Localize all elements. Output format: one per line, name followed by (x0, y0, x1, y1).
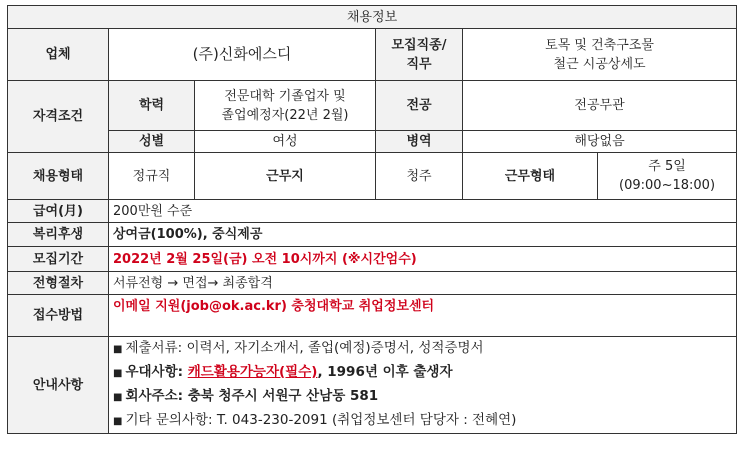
notice-item-text: 우대사항: (125, 364, 188, 380)
employment-type-value: 정규직 (109, 153, 195, 200)
square-bullet-icon: ■ (113, 392, 123, 403)
major-value: 전공무관 (463, 81, 737, 131)
job-field-value (463, 29, 737, 81)
notice-label: 안내사항 (8, 337, 109, 434)
major-label: 전공 (376, 81, 463, 131)
square-bullet-icon: ■ (113, 344, 123, 355)
notice-item-text: 회사주소: 충북 청주시 서원구 산남동 581 (125, 388, 379, 404)
salary-label: 급여(月) (8, 200, 109, 223)
job-field-label-line1: 모집직종/ (391, 37, 447, 53)
period-value: 2022년 2월 25일(금) 오전 10시까지 (※시간엄수) (109, 247, 737, 272)
job-field-label-line2: 직무 (406, 56, 432, 72)
work-type-label: 근무형태 (463, 153, 598, 200)
education-value-line1: 전문대학 기졸업자 및 (224, 88, 346, 104)
apply-label: 접수방법 (8, 295, 109, 337)
notice-item-text: 기타 문의사항: T. 043-230-2091 (취업정보센터 담당자 : 전혜연) (125, 412, 517, 428)
process-value: 서류전형 → 면접→ 최종합격 (109, 272, 737, 295)
work-location-label: 근무지 (195, 153, 376, 200)
job-field-label (376, 29, 463, 81)
notice-item-documents (113, 337, 732, 361)
notice-item-address (113, 385, 732, 409)
employment-label: 채용형태 (8, 153, 109, 200)
education-value-line2: 졸업예정자(22년 2월) (221, 107, 349, 123)
work-type-value-line2: (09:00~18:00) (619, 178, 716, 193)
period-label: 모집기간 (8, 247, 109, 272)
education-value (195, 81, 376, 131)
notice-item-contact (113, 409, 732, 433)
military-label: 병역 (376, 131, 463, 153)
notice-list (113, 337, 732, 433)
square-bullet-icon: ■ (113, 368, 123, 379)
salary-value: 200만원 수준 (109, 200, 737, 223)
qualification-label: 자격조건 (8, 81, 109, 153)
notice-item-preference (113, 361, 732, 385)
work-type-value (598, 153, 737, 200)
welfare-label: 복리후생 (8, 223, 109, 247)
notice-item-text: 제출서류: 이력서, 자기소개서, 졸업(예정)증명서, 성적증명서 (125, 340, 484, 356)
gender-label: 성별 (109, 131, 195, 153)
job-field-value-line2: 철근 시공상세도 (553, 56, 646, 72)
notice-item-suffix: , 1996년 이후 출생자 (317, 364, 453, 380)
process-label: 전형절차 (8, 272, 109, 295)
company-label: 업체 (8, 29, 109, 81)
job-info-table-wrapper (7, 5, 736, 438)
work-location-value: 청주 (376, 153, 463, 200)
company-name: (주)신화에스디 (109, 29, 376, 81)
education-label: 학력 (109, 81, 195, 131)
square-bullet-icon: ■ (113, 416, 123, 427)
notice-content (109, 337, 737, 434)
welfare-value: 상여금(100%), 중식제공 (109, 223, 737, 247)
job-info-table (7, 5, 737, 434)
notice-item-highlight: 캐드활용가능자(필수) (187, 364, 318, 380)
work-type-value-line1: 주 5일 (648, 159, 686, 174)
apply-value: 이메일 지원(job@ok.ac.kr) 충청대학교 취업정보센터 (109, 295, 737, 337)
job-field-value-line1: 토목 및 건축구조물 (545, 37, 654, 53)
gender-value: 여성 (195, 131, 376, 153)
table-title: 채용정보 (8, 6, 737, 29)
military-value: 해당없음 (463, 131, 737, 153)
